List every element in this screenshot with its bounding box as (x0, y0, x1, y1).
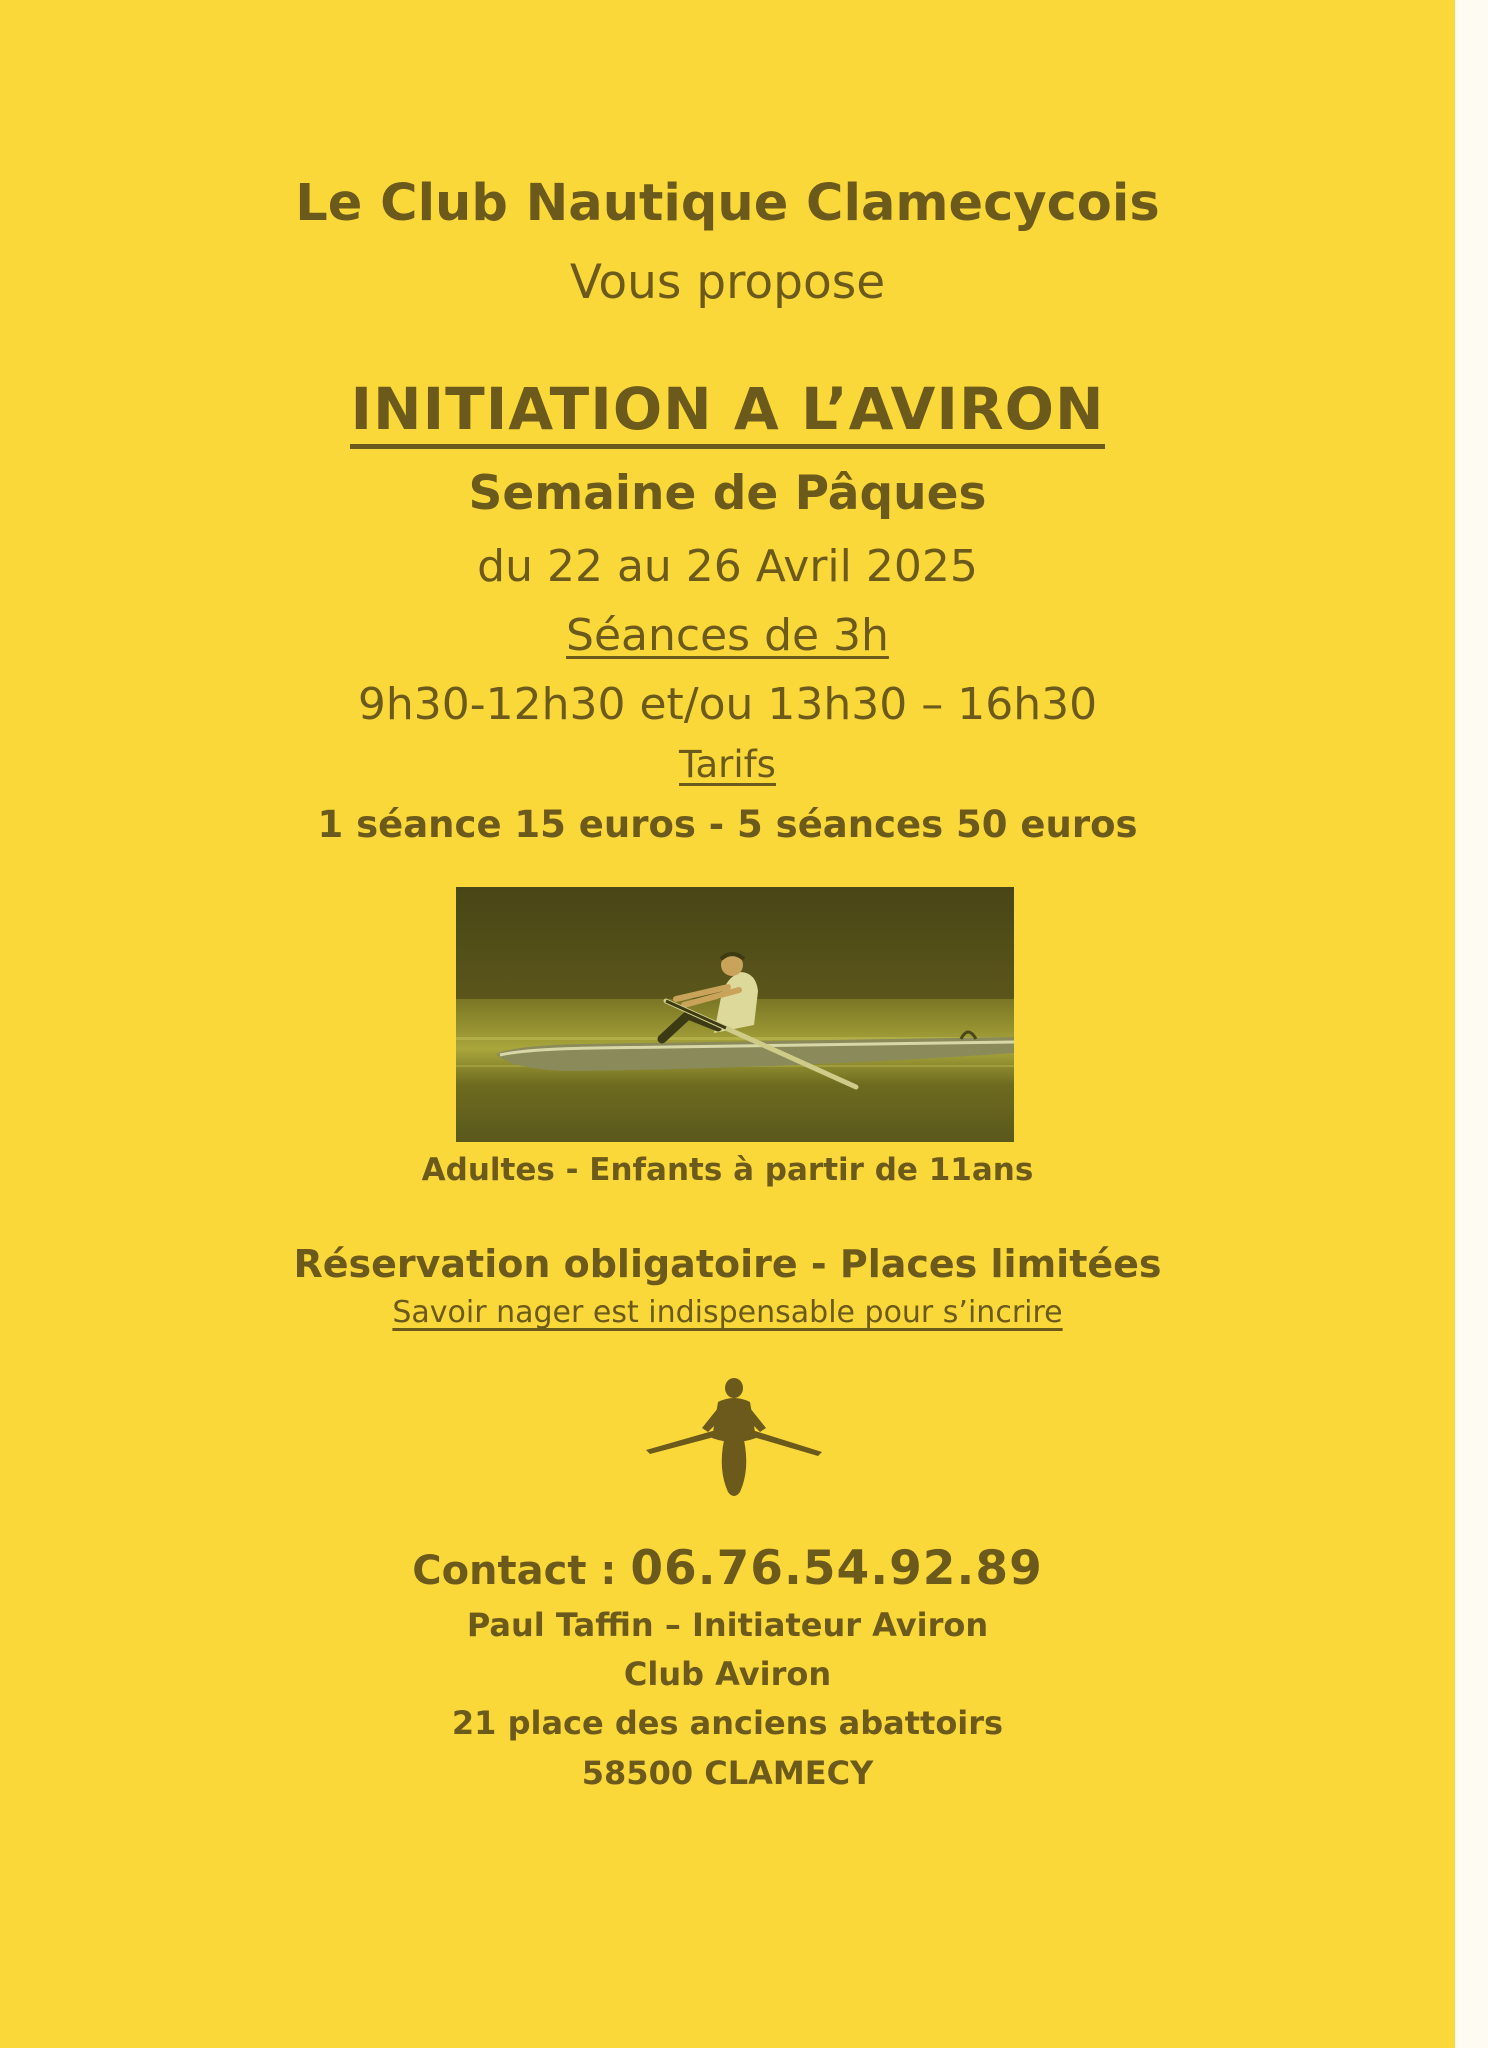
rower-silhouette-icon (646, 1378, 822, 1500)
event-period: Semaine de Pâques (468, 466, 987, 521)
rower-photo-drawing (456, 887, 1014, 1142)
contact-city: 58500 CLAMECY (581, 1754, 874, 1792)
event-title-row (0, 375, 1455, 449)
sessions-hours: 9h30-12h30 et/ou 13h30 – 16h30 (357, 679, 1098, 730)
sessions-header-row (0, 610, 1455, 661)
contact-phone[interactable]: 06.76.54.92.89 (630, 1541, 1043, 1596)
photo-caption: Adultes - Enfants à partir de 11ans (421, 1152, 1034, 1188)
rower-photo (456, 887, 1014, 1142)
tariffs-header: Tarifs (679, 743, 776, 786)
swim-requirement-row (0, 1295, 1455, 1330)
event-title: INITIATION A L’AVIRON (350, 380, 1104, 449)
contact-label: Contact : (412, 1548, 631, 1594)
scan-margin (1455, 0, 1488, 2048)
contact-address: 21 place des anciens abattoirs (451, 1704, 1004, 1742)
reservation-notice: Réservation obligatoire - Places limitées (293, 1242, 1162, 1286)
club-name: Le Club Nautique Clamecycois (295, 174, 1160, 233)
tariffs-header-row (0, 743, 1455, 786)
swim-requirement: Savoir nager est indispensable pour s’incrire (392, 1295, 1063, 1330)
tagline: Vous propose (569, 255, 886, 310)
contact-person: Paul Taffin – Initiateur Aviron (466, 1606, 989, 1644)
event-dates: du 22 au 26 Avril 2025 (477, 541, 978, 592)
sessions-header: Séances de 3h (566, 610, 889, 661)
rower-silhouette-drawing (646, 1378, 822, 1500)
tariffs: 1 séance 15 euros - 5 séances 50 euros (317, 803, 1138, 846)
contact-row (0, 1541, 1455, 1596)
contact-club: Club Aviron (623, 1655, 832, 1693)
